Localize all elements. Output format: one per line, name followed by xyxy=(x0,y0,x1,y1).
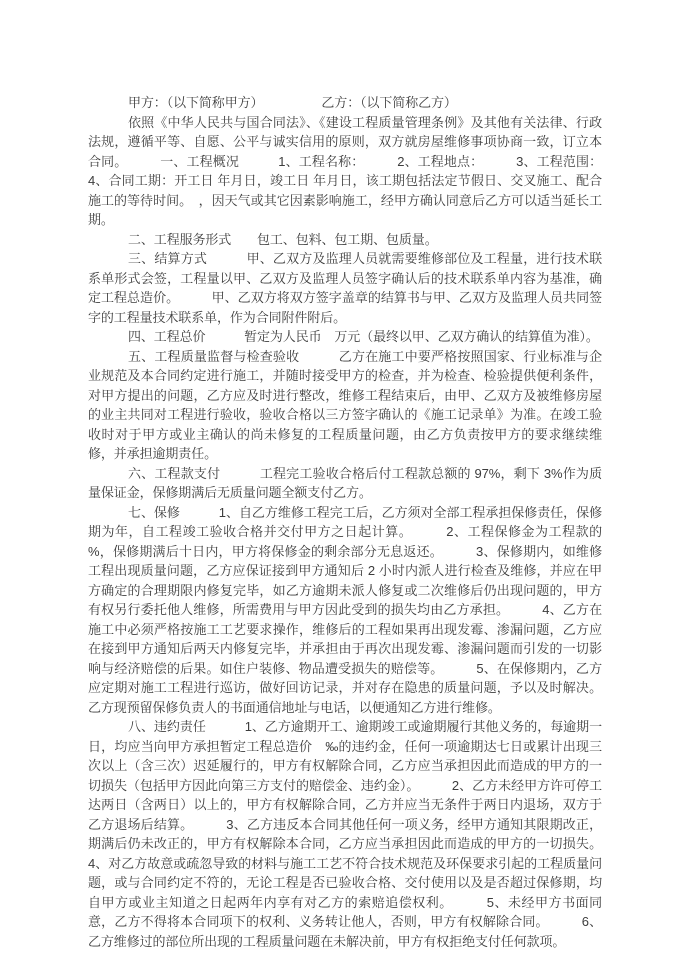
paragraph-warranty: 七、保修 1、自乙方维修工程完工后，乙方须对全部工程承担保修责任，保修期为年，自工程竣工验收合格并交付甲方之日起计算。 2、工程保修金为工程款的 %，保修期满后十日内，甲方将保修金的剩余部分无息返还。 3、保修期内，如维修工程出现质量问题，乙方应保证接到甲方通知后 2 小时内派人进行检查及维修，并应在甲方确定的合理期限内修复完毕，如乙方逾期未派人修复或二次维修后仍出现问题的，甲方有权另行委托他人维修，所需费用与甲方因此受到的损失均由乙方承担。 4、乙方在施工中必须严格按施工工艺要求操作，维修后的工程如果再出现发霉、渗漏问题，乙方应在接到甲方通知后两天内修复完毕，并承担由于再次出现发霉、渗漏问题而引发的一切影响与经济赔偿的后果。如住户装修、物品遭受损失的赔偿等。 5、在保修期内，乙方应定期对施工工程进行巡访，做好回访记录，并对存在隐患的质量问题，予以及时解决。乙方现预留保修负责人的书面通信地址与电话，以便通知乙方进行维修。 xyxy=(88,504,602,715)
contract-body xyxy=(88,93,602,951)
paragraph-breach-liability: 八、违约责任 1、乙方逾期开工、逾期竣工或逾期履行其他义务的，每逾期一日，均应当向甲方承担暂定工程总造价 ‰的违约金，任何一项逾期达七日或累计出现三次以上（含三次）迟延履行的，甲方有权解除合同，乙方应当承担因此而造成的甲方的一切损失（包括甲方因此向第三方支付的赔偿金、违约金）。 2、乙方未经甲方许可停工达两日（含两日）以上的，甲方有权解除合同，乙方并应当无条件于两日内退场，双方于乙方退场后结算。 3、乙方违反本合同其他任何一项义务，经甲方通知其限期改正，期满后仍未改正的，甲方有权解除本合同，乙方应当承担因此而造成的甲方的一切损失。4、对乙方故意或疏忽导致的材料与施工工艺不符合技术规范及环保要求引起的工程质量问题，或与合同约定不符的，无论工程是否已验收合格、交付使用以及是否超过保修期，均自甲方或业主知道之日起两年内享有对乙方的索赔追偿权利。 5、未经甲方书面同意，乙方不得将本合同项下的权利、义务转让他人，否则，甲方有权解除合同。 6、乙方维修过的部位所出现的工程质量问题在未解决前，甲方有权拒绝支付任何款项。 xyxy=(88,719,602,949)
paragraph-payment-terms: 六、工程款支付 工程完工验收合格后付工程款总额的 97%，剩下 3%作为质量保证金，保修期满后无质量问题全额支付乙方。 xyxy=(88,465,602,500)
paragraph-service-form: 二、工程服务形式 包工、包料、包工期、包质量。 xyxy=(128,231,438,247)
paragraph-preamble-and-project-overview: 依照《中华人民共与国合同法》、《建设工程质量管理条例》及其他有关法律、行政法规，遵循平等、自愿、公平与诚实信用的原则，双方就房屋维修事项协商一致，订立本合同。 一、工程概况 1、工程名称： 2、工程地点： 3、工程范围：4、合同工期：开工日 年月日，竣工日 年月日，该工期包括法定节假日、交叉施工、配合施工的等待时间。 ，因天气或其它因素影响施工，经甲方确认同意后乙方可以适当延长工期。 xyxy=(88,114,602,227)
paragraph-total-price: 四、工程总价 暂定为人民币 万元（最终以甲、乙双方确认的结算值为准）。 xyxy=(128,329,599,344)
paragraph-settlement-method: 三、结算方式 甲、乙双方及监理人员就需要维修部位及工程量，进行技术联系单形式会签，工程量以甲、乙双方及监理人员签字确认后的技术联系单内容为基准，确定工程总造价。 甲、乙双方将双方签字盖章的结算书与甲、乙双方及监理人员共同签字的工程量技术联系单，作为合同附件附后。 xyxy=(88,251,602,325)
paragraph-parties: 甲方：（以下简称甲方） 乙方：（以下简称乙方） xyxy=(128,95,457,110)
paragraph-quality-supervision-inspection: 五、工程质量监督与检查验收 乙方在施工中要严格按照国家、行业标准与企业规范及本合同约定进行施工，并随时接受甲方的检查，并为检查、检验提供便利条件，对甲方提出的问题，乙方应及时进行整改，维修工程结束后，由甲、乙双方及被维修房屋的业主共同对工程进行验收，验收合格以三方签字确认的《施工记录单》为准。在竣工验收时对于甲方或业主确认的尚未修复的工程质量问题，由乙方负责按甲方的要求继续维修，并承担逾期责任。 xyxy=(88,348,602,461)
